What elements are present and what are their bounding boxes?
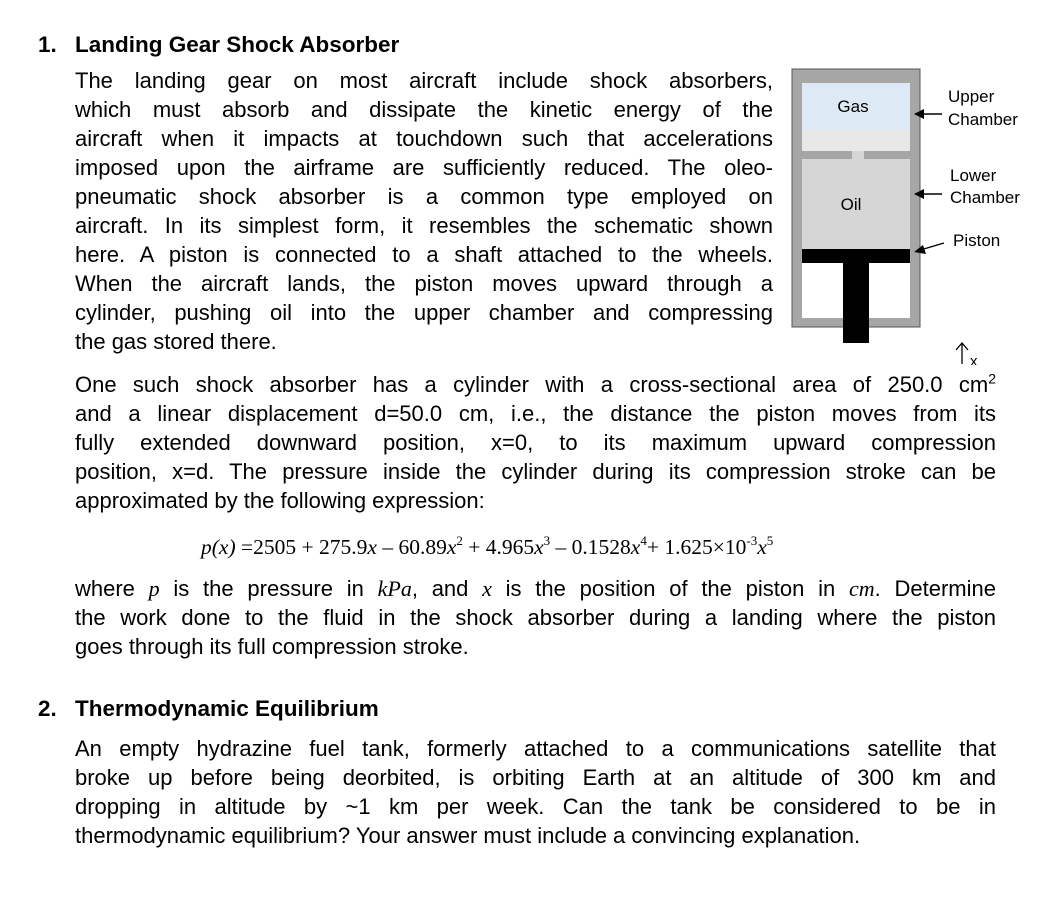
piston-shaft (843, 263, 869, 343)
question-line: the work done to the fluid in the shock absorber during a landing where the piston (75, 605, 996, 630)
eq-var: x (630, 535, 641, 559)
upper-chamber-base (802, 129, 910, 151)
problem-1-title: Landing Gear Shock Absorber (75, 32, 400, 57)
eq-exponent: 5 (766, 532, 774, 548)
question-line: goes through its full compression stroke. (75, 634, 469, 659)
intro-line: pneumatic shock absorber is a common type employed on (75, 184, 773, 209)
spec-line: approximated by the following expression: (75, 488, 485, 513)
problem-2-body (75, 734, 996, 850)
problem-2-line: thermodynamic equilibrium? Your answer must include a convincing explanation. (75, 823, 861, 848)
unit-cm: cm (848, 576, 875, 601)
problem-1-spec (75, 370, 996, 515)
pressure-equation (201, 532, 774, 560)
oil-label: Oil (840, 195, 862, 214)
eq-lhs: p(x) (201, 535, 236, 559)
upper-chamber-label-1: Upper (948, 87, 995, 106)
intro-line: here. A piston is connected to a shaft attached to the wheels. (75, 242, 773, 267)
intro-line: aircraft when it impacts at touchdown such that accelerations (75, 126, 773, 151)
var-p: p (148, 576, 160, 601)
eq-var: x (534, 535, 544, 559)
intro-line: The landing gear on most aircraft include shock absorbers, (75, 68, 773, 93)
spec-line-1-text: One such shock absorber has a cylinder with a cross-sectional area of 250.0 cm (75, 372, 989, 397)
where-text: is the position of the piston in (491, 576, 849, 601)
question-line (75, 574, 996, 603)
eq-var: x (757, 535, 767, 559)
spec-line: position, x=d. The pressure inside the cylinder during its compression stroke can be (75, 459, 996, 484)
problem-2-heading (38, 696, 379, 722)
where-text: , and (411, 576, 483, 601)
intro-line: aircraft. In its simplest form, it resembles the schematic shown (75, 213, 773, 238)
intro-line: cylinder, pushing oil into the upper chamber and compressing (75, 300, 773, 325)
intro-line: imposed upon the airframe are sufficiently reduced. The oleo- (75, 155, 773, 180)
eq-var: x (367, 535, 377, 559)
piston-head (802, 249, 910, 263)
problem-1-question (75, 574, 996, 661)
eq-var: x (446, 535, 457, 559)
where-text: . Determine (874, 576, 996, 601)
intro-line: When the aircraft lands, the piston moves upward through a (75, 271, 773, 296)
eq-exponent: 3 (543, 532, 551, 548)
eq-exponent: 2 (456, 532, 463, 548)
eq-term: =2505 + 275.9 (235, 535, 368, 559)
orifice (852, 151, 864, 159)
x-axis-label: x (970, 353, 978, 365)
eq-term: – 60.89 (376, 535, 447, 559)
intro-line: the gas stored there. (75, 329, 277, 354)
eq-exponent: 4 (640, 532, 647, 548)
eq-term: + 1.625×10 (646, 535, 747, 559)
var-x: x (482, 576, 492, 601)
eq-term: – 0.1528 (550, 535, 631, 559)
where-text: where (75, 576, 149, 601)
eq-exponent: -3 (746, 532, 758, 548)
lower-chamber-label-2: Chamber (950, 188, 1020, 207)
problem-2-line: An empty hydrazine fuel tank, formerly attached to a communications satellite that (75, 736, 996, 761)
problem-1-intro (75, 66, 773, 356)
problem-2-line: broke up before being deorbited, is orbiting Earth at an altitude of 300 km and (75, 765, 996, 790)
intro-line: which must absorb and dissipate the kinetic energy of the (75, 97, 773, 122)
where-text: is the pressure in (159, 576, 378, 601)
orifice-plate-right (864, 151, 910, 159)
unit-kpa: kPa (377, 576, 412, 601)
problem-1-number: 1. (38, 32, 57, 57)
gas-label: Gas (837, 97, 869, 116)
spec-line (75, 370, 996, 399)
spec-line: and a linear displacement d=50.0 cm, i.e., the distance the piston moves from its (75, 401, 996, 426)
upper-chamber-label-2: Chamber (948, 110, 1018, 129)
area-unit-exponent: 2 (988, 370, 996, 387)
orifice-plate-left (802, 151, 852, 159)
problem-2-title: Thermodynamic Equilibrium (75, 696, 379, 721)
spec-line: fully extended downward position, x=0, to its maximum upward compression (75, 430, 996, 455)
problem-2-line: dropping in altitude by ~1 km per week. Can the tank be considered to be in (75, 794, 996, 819)
lower-chamber-label-1: Lower (950, 166, 997, 185)
eq-term: + 4.965 (462, 535, 535, 559)
shock-absorber-diagram (780, 60, 1042, 365)
piston-label: Piston (953, 231, 1001, 250)
problem-2-number: 2. (38, 696, 57, 721)
problem-1-heading (38, 32, 399, 58)
